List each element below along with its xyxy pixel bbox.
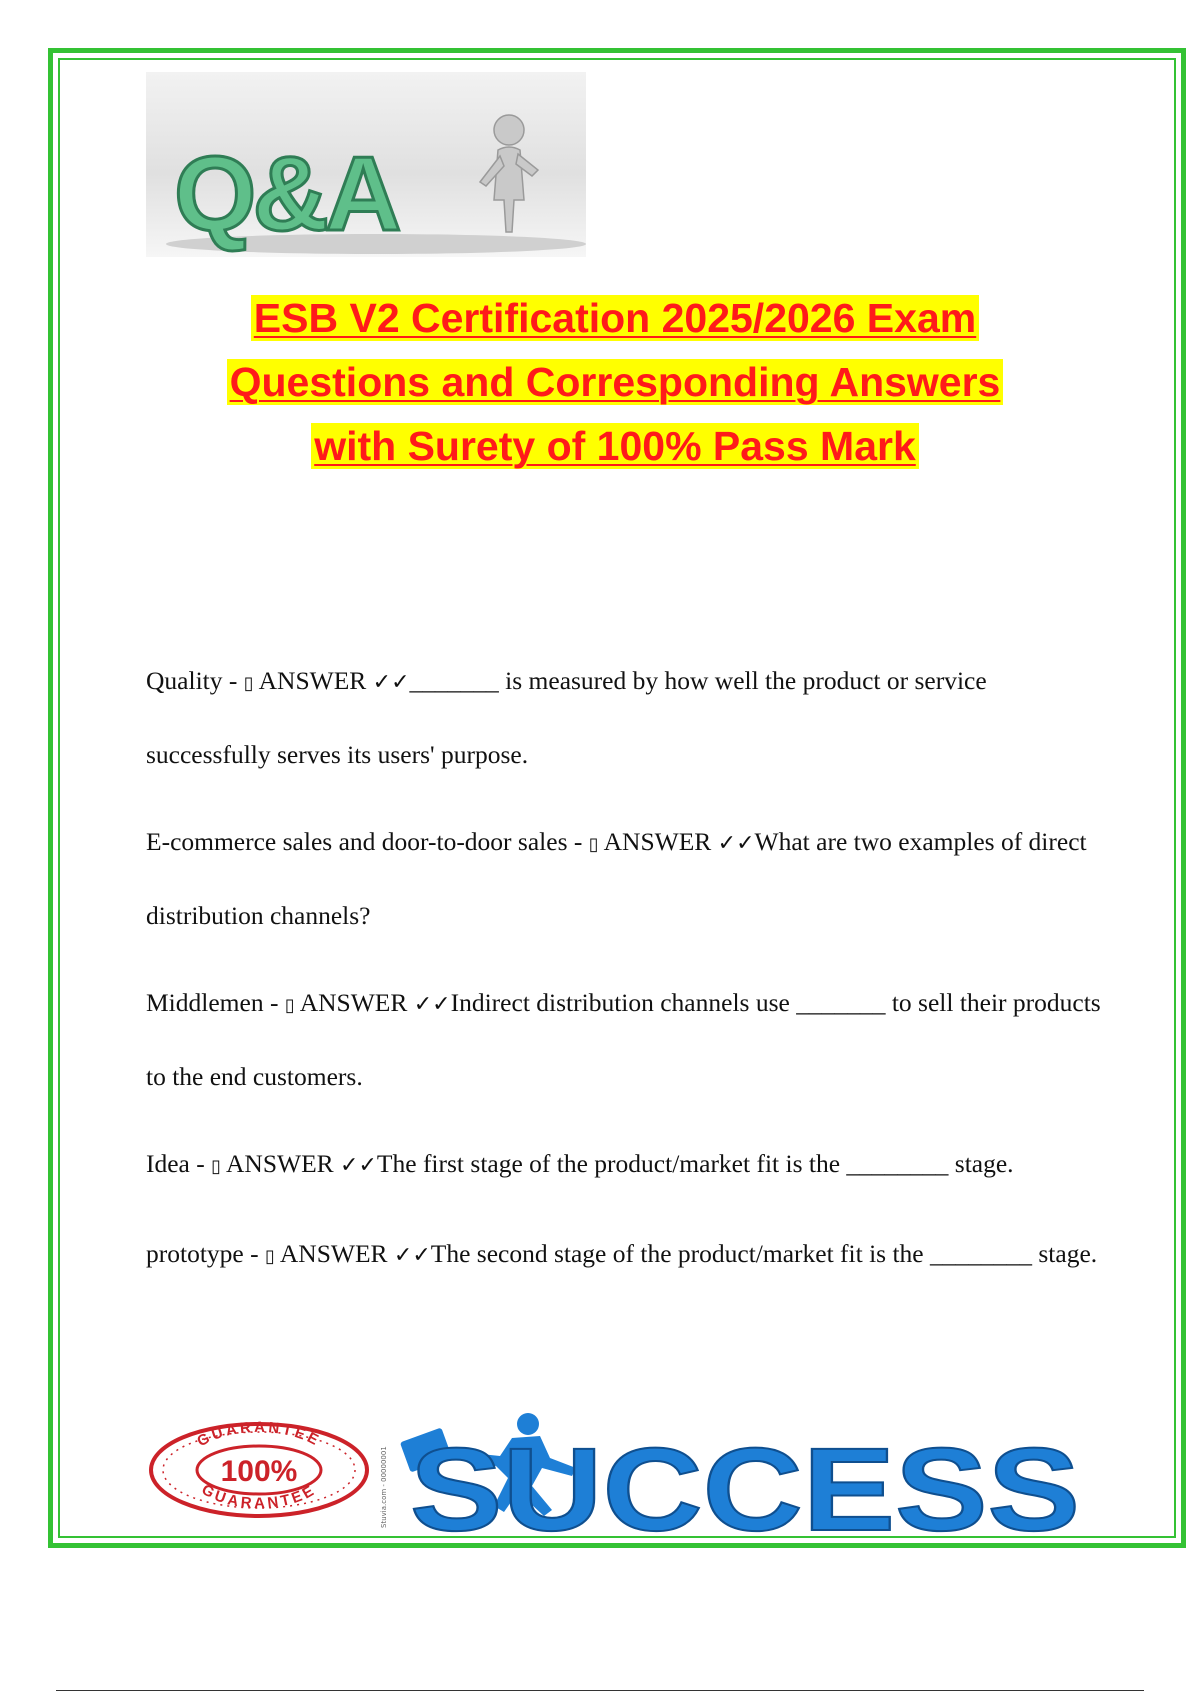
checkbox-glyph-icon: ▯ — [211, 1156, 222, 1177]
answer-term: Idea - — [146, 1149, 212, 1178]
qa-item — [146, 1218, 1106, 1292]
qa-logo-text: Q&A — [174, 135, 398, 253]
footer-rule — [56, 1690, 1144, 1691]
title-line-3: with Surety of 100% Pass Mark — [311, 423, 919, 469]
qa-item — [146, 967, 1106, 1112]
answer-marker: ANSWER — [299, 988, 408, 1017]
question-text: What are two examples of direct distribution channels? — [146, 827, 1087, 930]
question-text: The second stage of the product/market fit is the ________ stage. — [430, 1239, 1098, 1268]
answer-term: prototype - — [146, 1239, 265, 1268]
checkbox-glyph-icon: ▯ — [284, 995, 295, 1016]
double-check-icon: ✓✓ — [340, 1153, 377, 1178]
answer-marker: ANSWER — [279, 1239, 388, 1268]
stamp-center-text: 100% — [220, 1455, 298, 1488]
answer-term: Quality - — [146, 666, 244, 695]
answer-term: Middlemen - — [146, 988, 285, 1017]
document-title — [120, 286, 1110, 478]
answer-marker: ANSWER — [603, 827, 712, 856]
success-logo — [400, 1412, 1090, 1537]
guarantee-stamp — [146, 1418, 372, 1518]
qa-logo — [146, 72, 586, 257]
answer-term: E-commerce sales and door-to-door sales - — [146, 827, 589, 856]
qa-item — [146, 806, 1106, 951]
question-text: The first stage of the product/market fit is the ________ stage. — [376, 1149, 1014, 1178]
qa-list — [146, 645, 1106, 1308]
watermark-text: Stuvia.com - 00000001 — [380, 1446, 388, 1528]
answer-marker: ANSWER — [258, 666, 367, 695]
qa-item — [146, 645, 1106, 790]
double-check-icon: ✓✓ — [372, 670, 410, 695]
qa-item — [146, 1128, 1106, 1202]
question-text: _______ is measured by how well the product or service successfully serves its users' purpose. — [146, 666, 987, 769]
success-text: SUCCESS — [410, 1424, 1080, 1537]
question-text: Indirect distribution channels use _______ to sell their products to the end customers. — [146, 988, 1101, 1091]
person-figure-icon — [480, 115, 538, 232]
stamp-top-text: GUARANTEE — [194, 1418, 324, 1451]
checkbox-glyph-icon: ▯ — [243, 673, 254, 694]
double-check-icon: ✓✓ — [413, 992, 451, 1017]
title-line-1: ESB V2 Certification 2025/2026 Exam — [251, 295, 979, 341]
title-line-2: Questions and Corresponding Answers — [227, 359, 1004, 405]
checkbox-glyph-icon: ▯ — [588, 834, 599, 855]
stamp-bottom-text: GUARANTEE — [198, 1481, 320, 1513]
answer-marker: ANSWER — [226, 1149, 334, 1178]
double-check-icon: ✓✓ — [717, 831, 755, 856]
checkbox-glyph-icon: ▯ — [264, 1246, 275, 1267]
double-check-icon: ✓✓ — [393, 1243, 431, 1268]
